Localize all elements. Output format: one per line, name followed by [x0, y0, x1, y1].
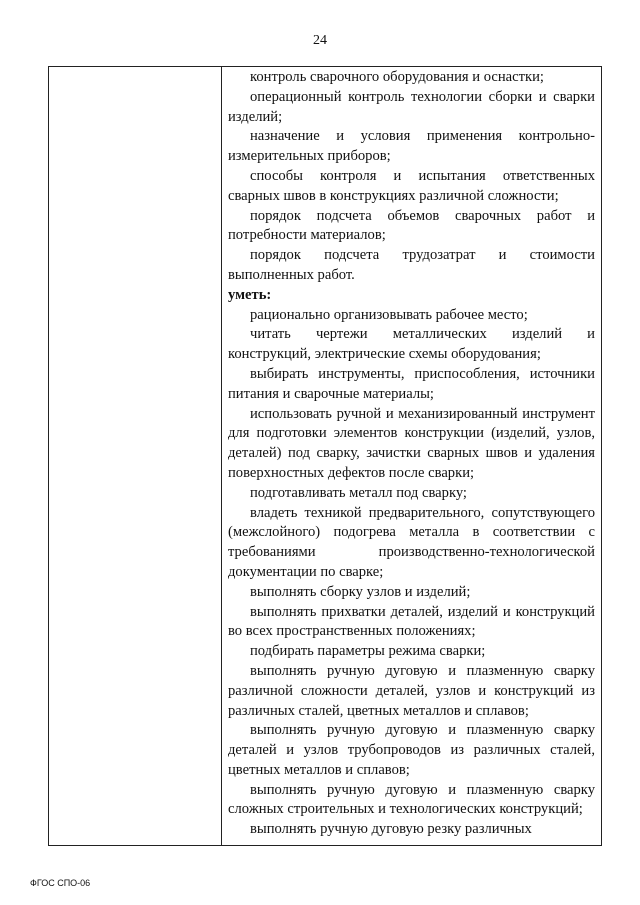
list-item: выполнять ручную дуговую резку различных [250, 821, 532, 838]
list-item: порядок подсчета трудозатрат и стоимости выполненных работ. [228, 247, 595, 283]
section-heading-umet: уметь: [228, 286, 272, 303]
list-item: способы контроля и испытания ответственных сварных швов в конструкциях различной сложности; [228, 167, 595, 204]
list-item: владеть техникой предварительного, сопутствующего (межслойного) подогрева металла в соответствии с требованиями производственно-технологической документации по сварке; [228, 504, 595, 580]
list-item: подготавливать металл под сварку; [250, 484, 467, 501]
table-left-column [49, 67, 222, 845]
list-item: выбирать инструменты, приспособления, источники питания и сварочные материалы; [228, 365, 595, 402]
list-item: выполнять ручную дуговую и плазменную сварку различной сложности деталей, узлов и конструкций из различных сталей, цветных металлов и сплавов; [228, 662, 595, 719]
list-item: порядок подсчета объемов сварочных работ и потребности материалов; [228, 207, 595, 244]
list-item: контроль сварочного оборудования и оснастки; [250, 69, 544, 85]
list-item: читать чертежи металлических изделий и конструкций, электрические схемы оборудования; [228, 326, 595, 363]
list-item: назначение и условия применения контрольно-измерительных приборов; [228, 128, 595, 165]
page-number: 24 [313, 33, 327, 48]
list-item: использовать ручной и механизированный инструмент для подготовки элементов конструкции (изделий, узлов, деталей) под сварку, зачистки сварных швов и удаления поверхностных дефектов после сварки; [228, 405, 595, 481]
list-item: выполнять ручную дуговую и плазменную сварку деталей и узлов трубопроводов из различных сталей, цветных металлов и сплавов; [228, 722, 595, 778]
table-right-column [222, 67, 601, 845]
list-item: подбирать параметры режима сварки; [250, 643, 486, 660]
content-table [48, 66, 602, 846]
list-item: рационально организовывать рабочее место; [250, 306, 528, 323]
list-item: операционный контроль технологии сборки и сварки изделий; [228, 88, 595, 125]
list-item: выполнять прихватки деталей, изделий и конструкций во всех пространственных положениях; [228, 603, 595, 640]
list-item: выполнять сборку узлов и изделий; [250, 583, 471, 600]
footer-document-code: ФГОС СПО-06 [30, 878, 91, 888]
list-item: выполнять ручную дуговую и плазменную сварку сложных строительных и технологических конструкций; [228, 781, 595, 818]
